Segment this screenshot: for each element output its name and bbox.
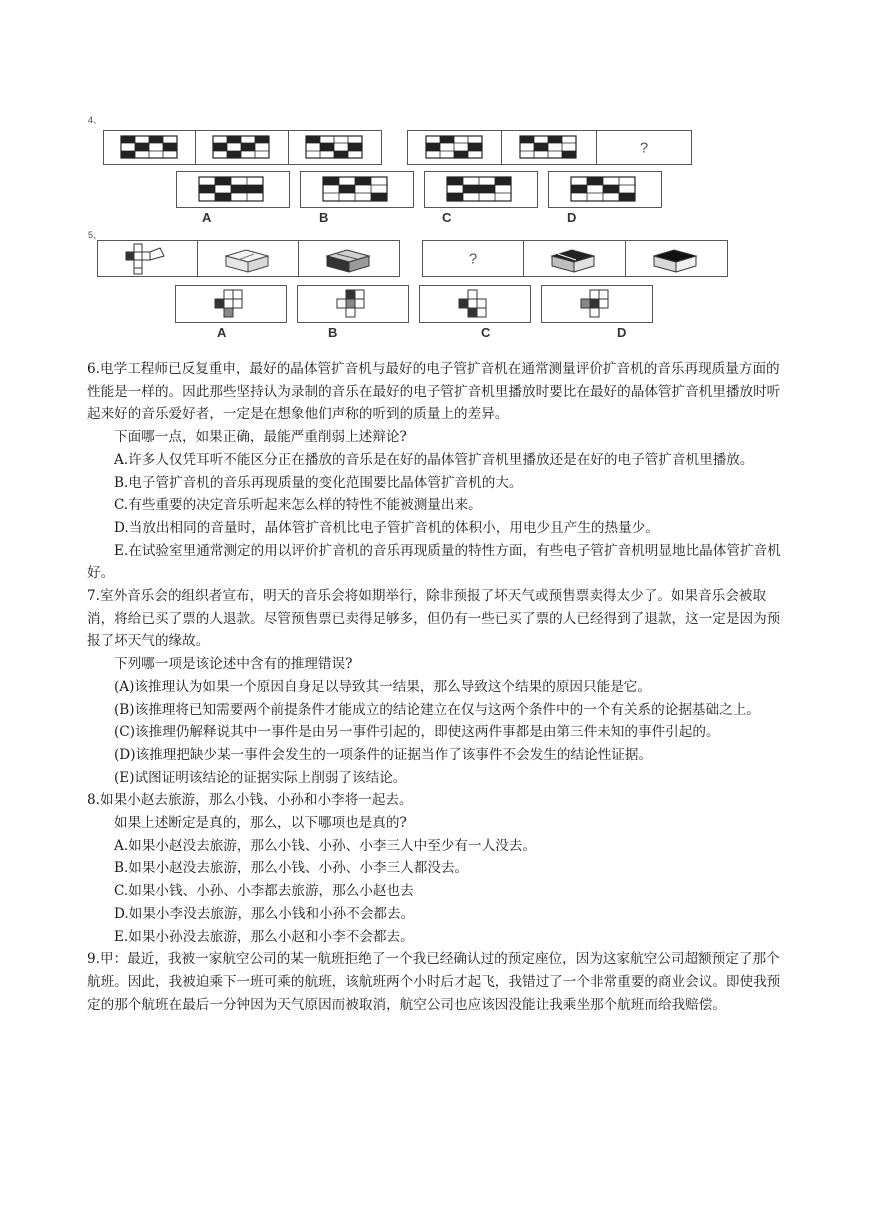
q4-option-label-c: C bbox=[442, 210, 452, 225]
q6-option-e[interactable]: E.在试验室里通常测定的用以评价扩音机的音乐再现质量的特性方面，有些电子管扩音机明显地比晶体管扩音机好。 bbox=[87, 542, 781, 582]
q7-option-b[interactable]: (B)该推理将已知需要两个前提条件才能成立的结论建立在仅与这两个条件中的一个有关系的论据基础之上。 bbox=[114, 701, 760, 718]
q7-prompt: 下列哪一项是该论述中含有的推理错误? bbox=[114, 656, 353, 673]
q4-option-label-d: D bbox=[567, 210, 577, 225]
question-mark: ? bbox=[468, 250, 478, 267]
q4-option-label-b: B bbox=[319, 210, 329, 225]
q5-option-label-b: B bbox=[328, 325, 338, 340]
q4-panel-unknown bbox=[597, 130, 692, 165]
q4-panel-5 bbox=[502, 130, 597, 165]
q7-option-d[interactable]: (D)该推理把缺少某一事件会发生的一项条件的证据当作了该事件不会发生的结论性证据。 bbox=[114, 746, 653, 763]
q5-panel-2 bbox=[198, 240, 299, 277]
q6-stem: 6.电学工程师已反复重申，最好的晶体管扩音机与最好的电子管扩音机在通常测量评价扩音机的音乐再现质量方面的性能是一样的。因此那些坚持认为录制的音乐在最好的电子管扩音机里播放时要比在最好的晶体管扩音机里播放时听起来好的音乐爱好者，一定是在想象他们声称的听到的质量上的差异。 bbox=[87, 361, 781, 423]
q5-sequence-left bbox=[97, 240, 400, 277]
q7-option-a[interactable]: (A)该推理认为如果一个原因自身足以导致其一结果，那么导致这个结果的原因只能是它。 bbox=[114, 678, 651, 695]
q6-option-a[interactable]: A.许多人仅凭耳听不能区分正在播放的音乐是在好的晶体管扩音机里播放还是在好的电子管扩音机里播放。 bbox=[114, 451, 754, 468]
q4-sequence-right bbox=[407, 130, 692, 165]
q8-option-b[interactable]: B.如果小赵没去旅游，那么小钱、小孙、小李三人都没去。 bbox=[114, 860, 469, 877]
q5-option-a[interactable] bbox=[175, 285, 287, 323]
q4-option-b[interactable] bbox=[300, 171, 414, 208]
q4-option-label-a: A bbox=[202, 210, 212, 225]
q8-stem: 8.如果小赵去旅游，那么小钱、小孙和小李将一起去。 bbox=[87, 792, 413, 809]
q8-prompt: 如果上述断定是真的，那么，以下哪项也是真的? bbox=[114, 815, 407, 832]
q5-panel-4 bbox=[524, 240, 626, 277]
q8-option-e[interactable]: E.如果小孙没去旅游，那么小赵和小李不会都去。 bbox=[114, 928, 414, 945]
question-mark: ? bbox=[639, 139, 649, 156]
q8-option-d[interactable]: D.如果小李没去旅游，那么小钱和小孙不会都去。 bbox=[114, 905, 415, 922]
q4-option-d[interactable] bbox=[548, 171, 662, 208]
question-text bbox=[87, 358, 787, 1016]
q7-option-c[interactable]: (C)该推理仍解释说其中一事件是由另一事件引起的，即使这两件事都是由第三件未知的事件引起的。 bbox=[114, 724, 720, 741]
q5-sequence-right bbox=[422, 240, 728, 277]
q5-options bbox=[175, 285, 653, 323]
q5-panel-1 bbox=[97, 240, 198, 277]
q8-option-c[interactable]: C.如果小钱、小孙、小李都去旅游，那么小赵也去 bbox=[114, 883, 414, 900]
q4-number: 4、 bbox=[88, 115, 103, 125]
q5-option-b[interactable] bbox=[297, 285, 409, 323]
q5-option-label-d: D bbox=[617, 325, 627, 340]
q5-option-c[interactable] bbox=[419, 285, 531, 323]
q5-number: 5、 bbox=[88, 230, 103, 240]
q6-option-d[interactable]: D.当放出相同的音量时，晶体管扩音机比电子管扩音机的体积小，用电少且产生的热量少。 bbox=[114, 519, 659, 536]
q4-panel-1 bbox=[103, 130, 196, 165]
q4-sequence-left bbox=[103, 130, 382, 165]
q5-option-label-a: A bbox=[217, 325, 227, 340]
q6-option-c[interactable]: C.有些重要的决定音乐听起来怎么样的特性不能被测量出来。 bbox=[114, 497, 482, 514]
q5-panel-3 bbox=[299, 240, 400, 277]
q5-panel-unknown bbox=[422, 240, 524, 277]
q6-option-b[interactable]: B.电子管扩音机的音乐再现质量的变化范围要比晶体管扩音机的大。 bbox=[114, 474, 523, 491]
q5-option-d[interactable] bbox=[541, 285, 653, 323]
q4-panel-3 bbox=[289, 130, 382, 165]
q4-options bbox=[176, 171, 662, 208]
q4-option-c[interactable] bbox=[424, 171, 538, 208]
q6-prompt: 下面哪一点，如果正确，最能严重削弱上述辩论? bbox=[114, 429, 407, 446]
q7-stem: 7.室外音乐会的组织者宣布，明天的音乐会将如期举行，除非预报了坏天气或预售票卖得太少了。如果音乐会被取消，将给已买了票的人退款。尽管预售票已卖得足够多，但仍有一些已买了票的人已经得到了退款，这一定是因为预报了坏天气的缘故。 bbox=[87, 588, 781, 650]
q8-option-a[interactable]: A.如果小赵没去旅游，那么小钱、小孙、小李三人中至少有一人没去。 bbox=[114, 837, 536, 854]
q7-option-e[interactable]: (E)试图证明该结论的证据实际上削弱了该结论。 bbox=[114, 769, 407, 786]
q4-option-a[interactable] bbox=[176, 171, 290, 208]
q4-panel-4 bbox=[407, 130, 502, 165]
q5-option-label-c: C bbox=[481, 325, 491, 340]
q4-panel-2 bbox=[196, 130, 289, 165]
q5-panel-5 bbox=[626, 240, 728, 277]
q9-stem: 9.甲：最近，我被一家航空公司的某一航班拒绝了一个我已经确认过的预定座位，因为这家航空公司超额预定了那个航班。因此，我被迫乘下一班可乘的航班，该航班两个小时后才起飞，我错过了一个非常重要的商业会议。即使我预定的那个航班在最后一分钟因为天气原因而被取消，航空公司也应该因没能让我乘坐那个航班而给我赔偿。 bbox=[87, 951, 781, 1013]
